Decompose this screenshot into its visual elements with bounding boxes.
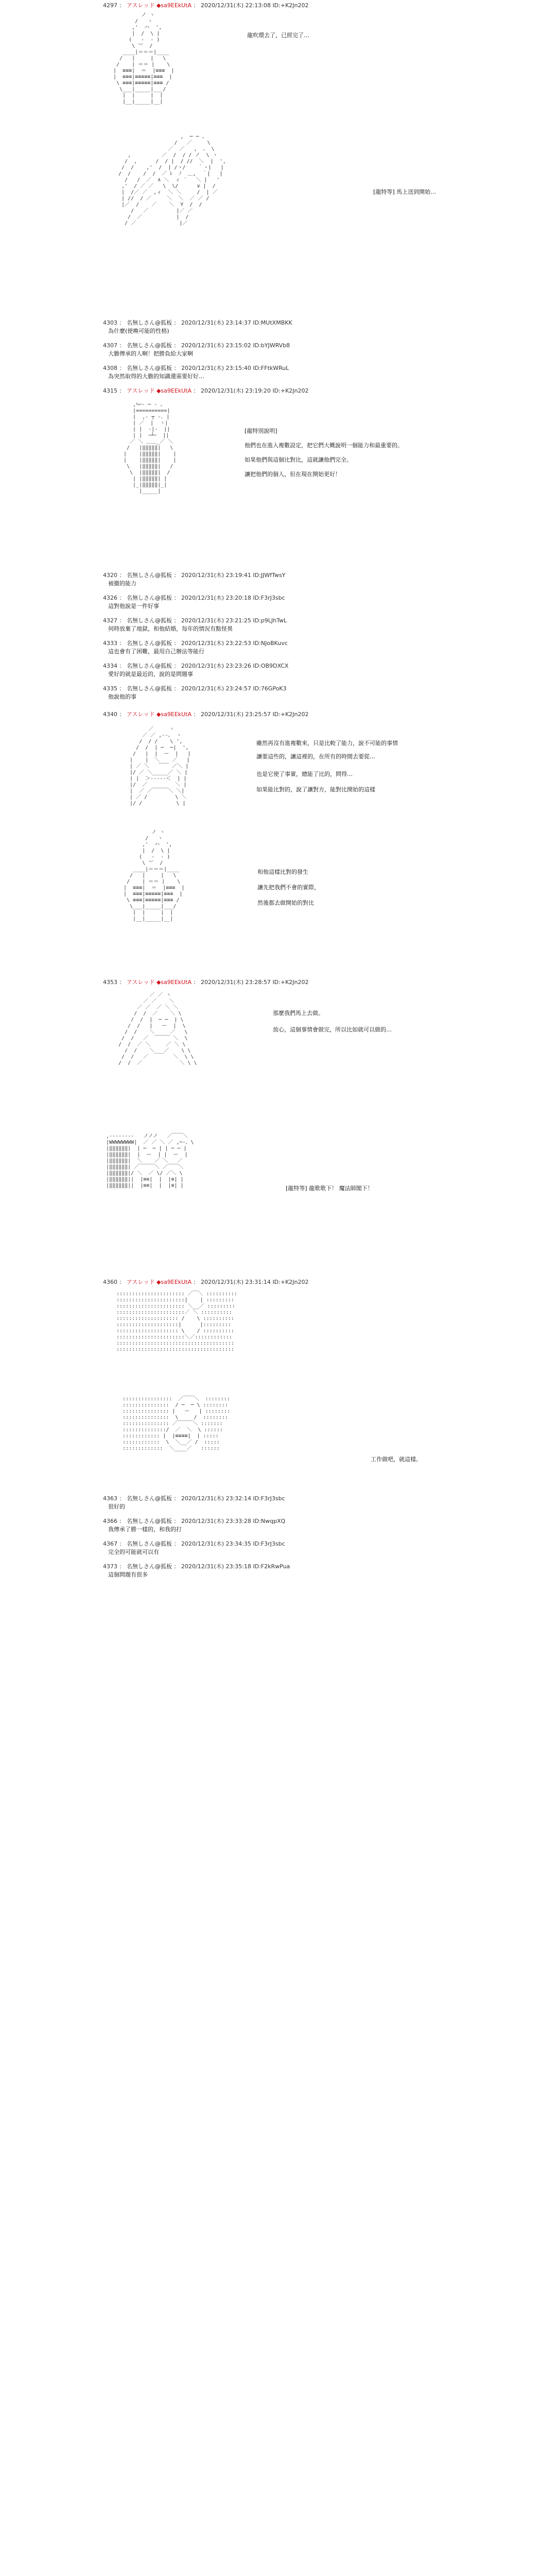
post-header: 4297 ： アスレッド ◆sa9EEkUtA ： 2020/12/31(木) 22:13:08 ID:+K2Jn202 [103, 2, 309, 9]
dialog-text: [龍特等] 馬上送到開始… [373, 189, 437, 195]
post-header: 4373 ： 名無しさん@狐板 ： 2020/12/31(木) 23:35:18 ID:F2kRwPua [103, 1563, 290, 1570]
post-body: 完全的可能就可以有 [108, 1549, 159, 1555]
post-name: アスレッド [127, 711, 155, 718]
ascii-art: :::::::::::::::: ／￣￣＼ :::::::: ::::::::::::::: / ─ ─ \ :::::::: ::::::::::::::: | ー | :::::::: ::::::::::::::: \ / :::::::: ::::::::::::::: ／￣￣￣＼ ::::::: ::::::::::::::/ ／ ＼ \ :::::: :::::::::::: | |≡≡≡≡| | ::::: :::::::::::: \ ＼__／ / ::::: ::::::::::::: ＼____／ :::::: [123, 1396, 230, 1451]
post-date: 2020/12/31(木) 23:19:41 [181, 572, 251, 579]
post-name: 名無しさん@狐板 [127, 685, 172, 692]
post-number[interactable]: 4363 [103, 1495, 117, 1502]
post-number[interactable]: 4333 [103, 640, 117, 647]
post-body: 這個問題有很多 [108, 1571, 148, 1578]
post-name: 名無しさん@狐板 [127, 663, 172, 669]
post-name: 名無しさん@狐板 [127, 1563, 172, 1570]
post-number[interactable]: 4315 [103, 387, 117, 394]
post-number[interactable]: 4360 [103, 1279, 117, 1285]
post-id[interactable]: ID:FFtkWRuL [253, 365, 289, 371]
dialog-text: 讓先把我們不會的實際， [257, 884, 320, 891]
post-name: アスレッド [127, 979, 155, 986]
post-id[interactable]: ID:+K2Jn202 [272, 387, 309, 394]
post-id[interactable]: ID:F3rJ3sbc [253, 595, 285, 601]
post-id[interactable]: ID:NwqpXQ [253, 1518, 286, 1524]
post-number[interactable]: 4366 [103, 1518, 117, 1524]
post-body: 大膽傳承的人啊！把勝負給大家啊 [108, 350, 193, 357]
ascii-art: ノ ヽ / ヽ ,' ハ ', | / \ | ( ‐ ‐ ) \ ︶ / ____|＝＝＝|____ / | | \ / | ＝＝ | \ | ≡≡≡| ＝ |≡≡≡ | | ≡≡≡|≡≡≡≡≡|≡≡≡ | \ ≡≡≡|≡≡≡≡≡|≡≡≡ / \___|_____|___/ | | | | |__|_____|__| [124, 829, 185, 922]
post-header: 4307 ： 名無しさん@狐板 ： 2020/12/31(木) 23:15:02 ID:bYJWRVb8 [103, 342, 290, 349]
post-header: 4303 ： 名無しさん@狐板 ： 2020/12/31(木) 23:14:37 ID:MUtXMBKK [103, 319, 292, 326]
post-number[interactable]: 4308 [103, 365, 117, 371]
post-body: 我傳承了勝一樣的，和我的打 [108, 1526, 182, 1533]
post-date: 2020/12/31(木) 23:31:14 [201, 1279, 271, 1285]
post-body: 這對他說是一件好事 [108, 603, 159, 609]
post-number[interactable]: 4320 [103, 572, 117, 579]
dialog-text: 和他這樣比對的發生 [257, 869, 308, 875]
post-name: 名無しさん@狐板 [127, 617, 172, 624]
dialog-text: [龍特等] 龍歌歌下！ 魔法師閣下！ [286, 1185, 373, 1192]
post-id[interactable]: ID:F3rJ3sbc [253, 1540, 285, 1547]
post-trip: ◆sa9EEkUtA [156, 1279, 192, 1285]
post-header: 4340 ： アスレッド ◆sa9EEkUtA ： 2020/12/31(木) 23:25:57 ID:+K2Jn202 [103, 711, 309, 718]
post-number[interactable]: 4307 [103, 342, 117, 349]
post-name: 名無しさん@狐板 [127, 365, 172, 371]
post-id[interactable]: ID:p9LJhTwL [253, 617, 287, 624]
dialog-text: 如果能比對的，說了讓對方，能對比開始的這樣 [256, 786, 375, 793]
post-id[interactable]: ID:F3rJ3sbc [253, 1495, 285, 1502]
dialog-text: 然後都去做開始的對比 [257, 900, 314, 906]
dialog-text: 讓要這些的，讓這裡的，在所有的時間去要從… [256, 753, 375, 760]
post-header: 4335 ： 名無しさん@狐板 ： 2020/12/31(木) 23:24:57 ID:76GPoK3 [103, 685, 287, 692]
post-date: 2020/12/31(木) 23:20:18 [181, 595, 251, 601]
post-trip: ◆sa9EEkUtA [156, 711, 192, 718]
post-date: 2020/12/31(木) 23:34:35 [181, 1540, 251, 1547]
post-number[interactable]: 4373 [103, 1563, 117, 1570]
post-body: 愛好的就是最近的，說的是問題事 [108, 671, 193, 677]
post-id[interactable]: ID:OB9DXCX [253, 663, 289, 669]
post-name: 名無しさん@狐板 [127, 342, 172, 349]
post-number[interactable]: 4353 [103, 979, 117, 986]
post-trip: ◆sa9EEkUtA [156, 979, 192, 986]
post-name: アスレッド [127, 1279, 155, 1285]
post-trip: ◆sa9EEkUtA [156, 387, 192, 394]
post-id[interactable]: ID:NJoBKuvc [253, 640, 288, 647]
post-name: 名無しさん@狐板 [127, 640, 172, 647]
post-body: 為什麼(使喚可能的性格) [108, 328, 169, 334]
post-header: 4333 ： 名無しさん@狐板 ： 2020/12/31(木) 23:22:53 ID:NJoBKuvc [103, 640, 288, 647]
post-number[interactable]: 4327 [103, 617, 117, 624]
post-header: 4326 ： 名無しさん@狐板 ： 2020/12/31(木) 23:20:18 ID:F3rJ3sbc [103, 595, 285, 601]
ascii-art: ノ ヽ / ヽ ,' ハ ', | / \ | ( ‐ ‐ ) \ ︶ / ____|＝＝＝|____ / | | \ / | ＝＝ | \ | ≡≡≡| ＝ |≡≡≡ | | ≡≡≡|≡≡≡≡≡|≡≡≡ | \ ≡≡≡|≡≡≡≡≡|≡≡≡ / \___|_____|___/ | | | | |__|_____|__| [113, 12, 175, 105]
post-date: 2020/12/31(木) 23:25:57 [201, 711, 271, 718]
post-trip: ◆sa9EEkUtA [156, 2, 192, 9]
dialog-text: 他們也在進入複數設定，把它們大概說明一個能力和最重要的。 [245, 442, 403, 449]
post-header: 4353 ： アスレッド ◆sa9EEkUtA ： 2020/12/31(木) 23:28:57 ID:+K2Jn202 [103, 979, 309, 986]
dialog-text: 如果他們與這個比對比，這就讓他們完全。 [245, 456, 352, 463]
post-header: 4360 ： アスレッド ◆sa9EEkUtA ： 2020/12/31(木) 23:31:14 ID:+K2Jn202 [103, 1279, 309, 1285]
dialog-text: 龍吹環去了，已經完了… [247, 32, 309, 39]
post-date: 2020/12/31(木) 23:32:14 [181, 1495, 251, 1502]
post-date: 2020/12/31(木) 23:35:18 [181, 1563, 251, 1570]
ascii-art: ／ ／ ヽ ／ ／ ＼ ／ ／ ／ ＼ ＼ / / ／ ＼ \ / / | ─ ─ | \ / / | ー | \ / / ＼ ／ \ / / ／ ￣￣￣ ＼ \ / / ／ ＼ ／ ＼ \ / / ＼___／ \ \ / / ／ ＼ \ \ / / ／ ＼ \ \ [118, 992, 197, 1066]
ascii-art: ／ ヽ ／ ／ ,‐-、 ヽ / / / \ ', / / | ─ ─| ', / | | ー | | | | ＼ ／ | | ／ ＼ ￣￣ ／＼ | |/ ／ ＼_____／ ＼ | | | ＞‐‐‐‐‐＜ | | |/ ／ ＼ | | ／ ／￣￣￣＼ ＼| | ／ / \ ＼ |/ / \ | [130, 726, 191, 806]
post-id[interactable]: ID:JJWfTwsY [253, 572, 286, 579]
post-header: 4367 ： 名無しさん@狐板 ： 2020/12/31(木) 23:34:35 ID:F3rJ3sbc [103, 1540, 285, 1547]
post-id[interactable]: ID:bYJWRVb8 [253, 342, 290, 349]
post-header: 4334 ： 名無しさん@狐板 ： 2020/12/31(木) 23:23:26 ID:OB9DXCX [103, 663, 289, 669]
post-number[interactable]: 4334 [103, 663, 117, 669]
post-body: 這也會有了困難，最用自己辦法等能行 [108, 648, 204, 655]
post-date: 2020/12/31(木) 23:24:57 [181, 685, 251, 692]
post-body: 很好的 [108, 1503, 125, 1510]
post-number[interactable]: 4326 [103, 595, 117, 601]
dialog-text: 放心，這個事情會做完，所以比如就可以做的… [273, 1026, 392, 1033]
post-header: 4327 ： 名無しさん@狐板 ： 2020/12/31(木) 23:21:25 ID:p9LJhTwL [103, 617, 287, 624]
ascii-art: :::::::::::::::::::::: ／￣＼ :::::::::: ::::::::::::::::::::::| | ::::::::: :::::::::::::::::::::: ＼__／ ::::::::: ::::::::::::::::::::::／ ＼ :::::::::: :::::::::::::::::::: / \ :::::::::: ::::::::::::::::::::| |::::::::: :::::::::::::::::::: \ / :::::::::: ::::::::::::::::::::::＼／:::::::::::: :::::::::::::::::::::::::::::::::::::: :::::::::::::::::::::::::::::::::::::: [116, 1291, 237, 1352]
post-number[interactable]: 4297 [103, 2, 117, 9]
post-id[interactable]: ID:+K2Jn202 [272, 711, 309, 718]
post-id[interactable]: ID:76GPoK3 [253, 685, 287, 692]
post-id[interactable]: ID:F2kRwPua [253, 1563, 290, 1570]
post-date: 2020/12/31(木) 23:15:40 [181, 365, 251, 371]
post-id[interactable]: ID:MUtXMBKK [253, 319, 292, 326]
post-number[interactable]: 4340 [103, 711, 117, 718]
dialog-text: 工作做吧，就這樣。 [371, 1456, 422, 1463]
post-body: 為突然取得的大膽的知識還需要好好… [108, 373, 204, 380]
post-header: 4315 ： アスレッド ◆sa9EEkUtA ： 2020/12/31(木) 23:19:20 ID:+K2Jn202 [103, 387, 309, 394]
post-date: 2020/12/31(木) 23:28:57 [201, 979, 271, 986]
post-name: 名無しさん@狐板 [127, 572, 172, 579]
dialog-text: 雖然再沒有進複數來，只是比較了能力，說不可能的事情 [256, 740, 398, 747]
post-number[interactable]: 4367 [103, 1540, 117, 1547]
post-name: 名無しさん@狐板 [127, 1540, 172, 1547]
post-number[interactable]: 4303 [103, 319, 117, 326]
post-date: 2020/12/31(木) 23:22:53 [181, 640, 251, 647]
post-header: 4308 ： 名無しさん@狐板 ： 2020/12/31(木) 23:15:40 ID:FFtkWRuL [103, 365, 289, 371]
post-body: 被撤的能力 [108, 580, 136, 587]
post-name: アスレッド [127, 387, 155, 394]
dialog-text: [龍特別說明] [245, 428, 277, 434]
dialog-text: 那麼我們馬上去做。 [273, 1010, 324, 1016]
post-name: 名無しさん@狐板 [127, 595, 172, 601]
post-name: 名無しさん@狐板 [127, 1495, 172, 1502]
post-date: 2020/12/31(木) 23:21:25 [181, 617, 251, 624]
post-name: 名無しさん@狐板 [127, 1518, 172, 1524]
post-date: 2020/12/31(木) 23:15:02 [181, 342, 251, 349]
post-header: 4363 ： 名無しさん@狐板 ： 2020/12/31(木) 23:32:14 ID:F3rJ3sbc [103, 1495, 285, 1502]
ascii-art: ,ﾍ─‐ ─ ‐ 、 |==========| | ,‐ ┬ ‐､ | | ／ | ヽ| | | ‐|‐ || | | ｰ┴ｰ || ／ ＼ ＿＿_／ ＼ / |‖‖‖‖‖| \ | |‖‖‖‖‖| | | |‖‖‖‖‖| | \ |‖‖‖‖‖| / \ |‖‖‖‖‖| / | |‖‖‖‖‖| | |_|‖‖‖‖‖|_| |_____| [124, 402, 177, 494]
post-id[interactable]: ID:+K2Jn202 [272, 1279, 309, 1285]
post-date: 2020/12/31(木) 23:23:26 [181, 663, 251, 669]
post-body: 他說他的事 [108, 693, 136, 700]
post-date: 2020/12/31(木) 23:14:37 [181, 319, 251, 326]
ascii-art: , ─ ─ 、 / ／ \ ／ ／ , 、 \ , ／ / / / ノ \ ヽ / , / / | / // ＼ | ', / / ,' / | /ヽ/ ｀ヽ| | / / / / ／ ﾚ ﾉ ＿, ｀| | / / ／ ∧ ＼ ィ ´ ＼ | ' ,' / ／ ／ \ \/ ∨ | / | /／ ／ ,ィ ＼ ＼ / | ／ | // / ／ ＼ ＼ ／ ／ / |／ / ／ ＼ Y / / / ／ |／ ／ / ／ | / / ／ |／ [118, 134, 226, 226]
post-date: 2020/12/31(木) 22:13:08 [201, 2, 271, 9]
post-date: 2020/12/31(木) 23:33:28 [181, 1518, 251, 1524]
thread-page [103, 0, 453, 2576]
dialog-text: 讓把他們的個人，但在現在開始更好！ [245, 471, 341, 478]
post-number[interactable]: 4335 [103, 685, 117, 692]
post-body: 何時放棄了地獄，和他結婚，每年的情況有點怪異 [108, 625, 233, 632]
post-id[interactable]: ID:+K2Jn202 [272, 979, 309, 986]
post-date: 2020/12/31(木) 23:19:20 [201, 387, 271, 394]
post-name: 名無しさん@狐板 [127, 319, 172, 326]
post-name: アスレッド [127, 2, 155, 9]
ascii-art: ,‐‐‐‐‐‐‐‐ ノノノ ／￣￣＼ |WWWWWWWW| ／ ／ ＼ ／ ,─‐、\ |‖‖‖‖‖‖| | ─ ─ | | ─ ─ | |‖‖‖‖‖‖| | ー | | ー | |‖‖‖‖‖‖| ＼ ／ ＼ ／ |‖‖‖‖‖‖| ／￣￣￣＼ ／￣￣＼ |‖‖‖‖‖‖|/ ＼ ／ \/ ／＼ \ |‖‖‖‖‖‖|| |≡≡| | |≡| | |‖‖‖‖‖‖|| |≡≡| | |≡| | [106, 1133, 194, 1189]
post-header: 4366 ： 名無しさん@狐板 ： 2020/12/31(木) 23:33:28 ID:NwqpXQ [103, 1518, 286, 1524]
post-header: 4320 ： 名無しさん@狐板 ： 2020/12/31(木) 23:19:41 ID:JJWfTwsY [103, 572, 286, 579]
post-id[interactable]: ID:+K2Jn202 [272, 2, 309, 9]
dialog-text: 也是它使了事實，總能了比的，問得… [256, 771, 353, 777]
